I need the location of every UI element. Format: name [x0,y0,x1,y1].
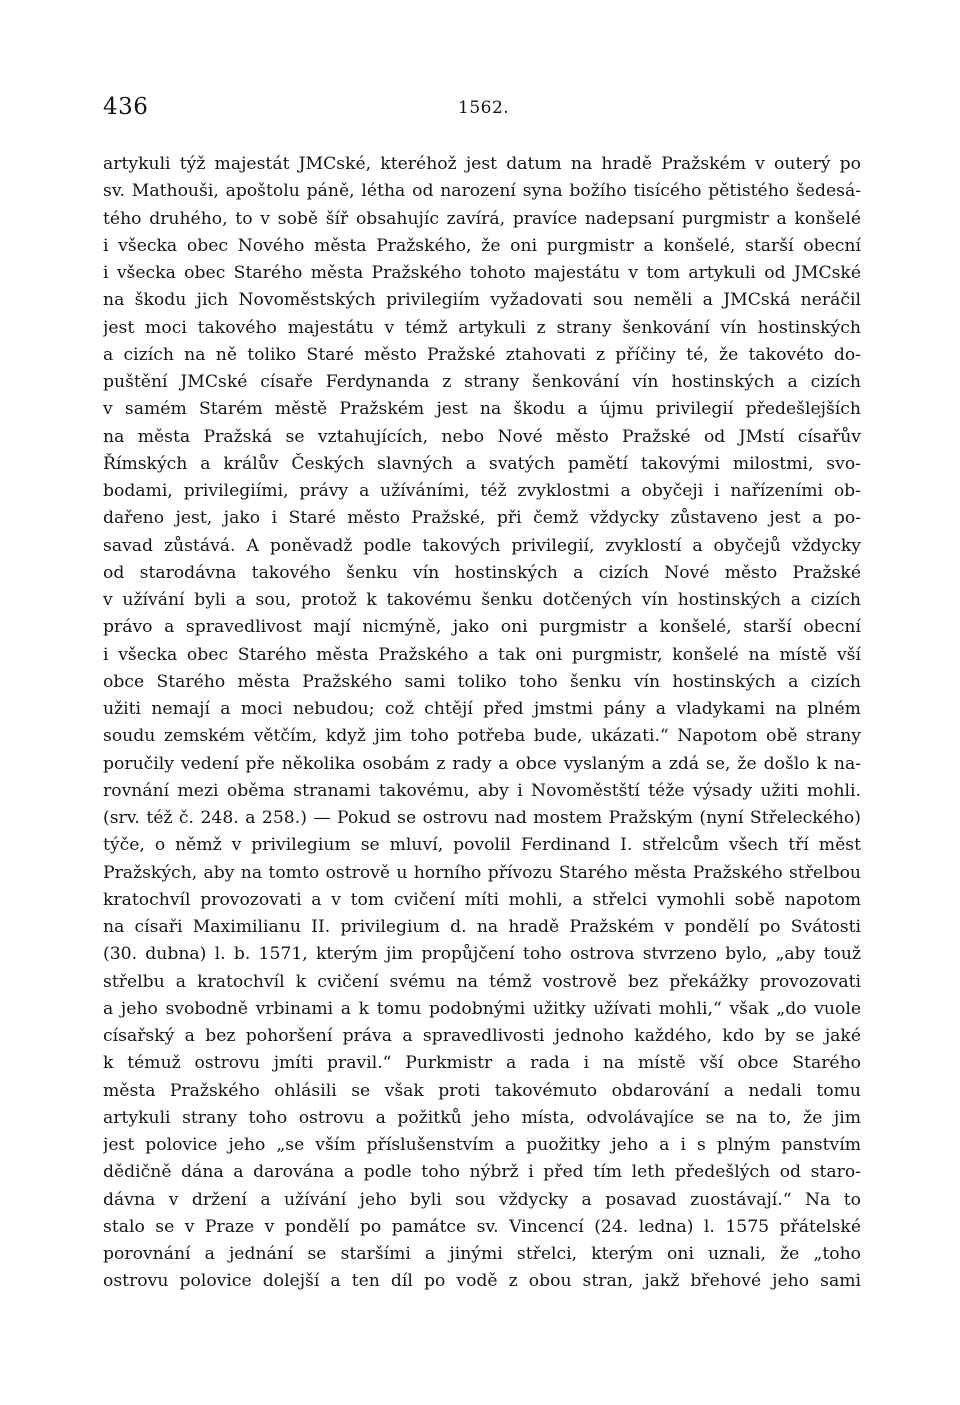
text-line: a jeho svobodně vrbinami a k tomu podobnými užitky užívati mohli,“ však „do vuole [103,998,861,1019]
text-line: puštění JMCské císaře Ferdynanda z strany šenkování vín hostinských a cizích [103,372,861,392]
text-line: sv. Mathouši, apoštolu páně, létha od narození syna božího tisícého pětistého šedesá- [103,181,861,202]
text-line: rovnání mezi oběma stranami takovému, aby i Novoměstští téže výsady užiti mohli. [103,780,861,801]
text-line: v užívání byli a sou, protož k takovému šenku dotčených vín hostinských a cizích [103,590,861,610]
text-line: tého druhého, to v sobě šíř obsahujíc zavírá, pravíce nadepsaní purgmistr a konšelé [103,208,861,229]
text-line: i všecka obec Starého města Pražského a tak oni purgmistr, konšelé na místě vší [103,644,861,665]
text-line: artykuli týž majestát JMCské, kteréhož jest datum na hradě Pražském v outerý po [103,154,861,174]
text-line: savad zůstává. A poněvadž podle takových privilegií, zvyklostí a obyčejů vždycky [103,535,861,556]
text-line: soudu zemském větčím, když jim toho potřeba bude, ukázati.“ Napotom obě strany [103,726,861,747]
text-line: města Pražského ohlásili se však proti takovémuto obdarování a nedali tomu [103,1080,861,1101]
page-number: 436 [103,94,149,120]
text-line: od starodávna takového šenku vín hostinských a cizích Nové město Pražské [103,562,861,583]
text-line: na města Pražská se vztahujících, nebo Nové město Pražské od JMstí císařův [103,426,861,447]
text-line: ostrovu polovice dolejší a ten díl po vodě z obou stran, jakž břehové jeho sami [103,1271,861,1292]
running-head-year: 1562. [458,98,510,118]
text-line: obce Starého města Pražského sami toliko toho šenku vín hostinských a cizích [103,671,861,692]
text-line: (srv. též č. 248. a 258.) — Pokud se ostrovu nad mostem Pražským (nyní Střeleckého) [103,808,861,828]
text-line: porovnání a jednání se staršími a jinými střelci, kterým oni uznali, že „toho [103,1244,861,1264]
text-line: na císaři Maximilianu II. privilegium d. na hradě Pražském v pondělí po Svátosti [103,917,861,937]
text-line: na škodu jich Novoměstských privilegiím vyžadovati sou neměli a JMCská neráčil [103,290,861,311]
text-line: právo a spravedlivost mají nicmýně, jako oni purgmistr a konšelé, starší obecní [103,617,861,638]
text-line: střelbu a kratochvíl k cvičení svému na témž vostrově bez překážky provozovati [103,971,861,992]
text-line: Římských a králův Českých slavných a svatých pamětí takovými milostmi, svo- [103,453,861,474]
text-line: poručily vedení pře několika osobám z rady a obce vyslaným a zdá se, že došlo k na- [103,753,861,774]
text-line: (30. dubna) l. b. 1571, kterým jim propůjčení toho ostrova stvrzeno bylo, „aby touž [103,944,861,965]
text-line: užiti nemají a moci nebudou; což chtějí před jmstmi pány a vladykami na plném [103,699,861,719]
text-line: kratochvíl provozovati a v tom cvičení míti mohli, a střelci vymohli sobě napotom [103,889,861,910]
text-line: jest moci takového majestátu v témž artykuli z strany šenkování vín hostinských [103,317,861,338]
text-line: dařeno jest, jako i Staré město Pražské, při čemž vždycky zůstaveno jest a po- [103,508,861,529]
text-line: artykuli strany toho ostrovu a požitků jeho místa, odvolávajíce se na to, že jim [103,1107,861,1128]
text-line: týče, o němž v privilegium se mluví, povolil Ferdinand I. střelcům všech tří měst [103,835,861,856]
text-line: i všecka obec Starého města Pražského tohoto majestátu v tom artykuli od JMCské [103,263,861,283]
text-line: a cizích na ně toliko Staré město Pražské ztahovati z příčiny té, že takovéto do- [103,344,861,365]
text-line: dědičně dána a darována a podle toho nýbrž i před tím leth předešlých od staro- [103,1162,861,1183]
text-line: Pražských, aby na tomto ostrově u horního přívozu Starého města Pražského střelbou [103,862,861,883]
text-line: jest polovice jeho „se vším příslušenstvím a puožitky jeho a i s plným panstvím [103,1135,861,1155]
text-line: dávna v držení a užívání jeho byli sou vždycky a posavad zuostávají.“ Na to [103,1189,861,1210]
text-line: bodami, privilegiími, právy a užíváními, též zvyklostmi a obyčeji i nařízeními ob- [103,481,861,501]
text-line: císařský a bez pohoršení práva a spravedlivosti jednoho každého, kdo by se jaké [103,1026,861,1046]
text-line: k témuž ostrovu jmíti pravil.“ Purkmistr a rada i na místě vší obce Starého [103,1053,861,1074]
page-header [103,94,863,124]
body-text [103,151,861,1296]
text-line: stalo se v Praze v pondělí po památce sv. Vincencí (24. ledna) l. 1575 přátelské [103,1216,861,1237]
text-line: i všecka obec Nového města Pražského, že oni purgmistr a konšelé, starší obecní [103,235,861,256]
text-line: v samém Starém městě Pražském jest na škodu a újmu privilegií předešlejších [103,399,861,420]
